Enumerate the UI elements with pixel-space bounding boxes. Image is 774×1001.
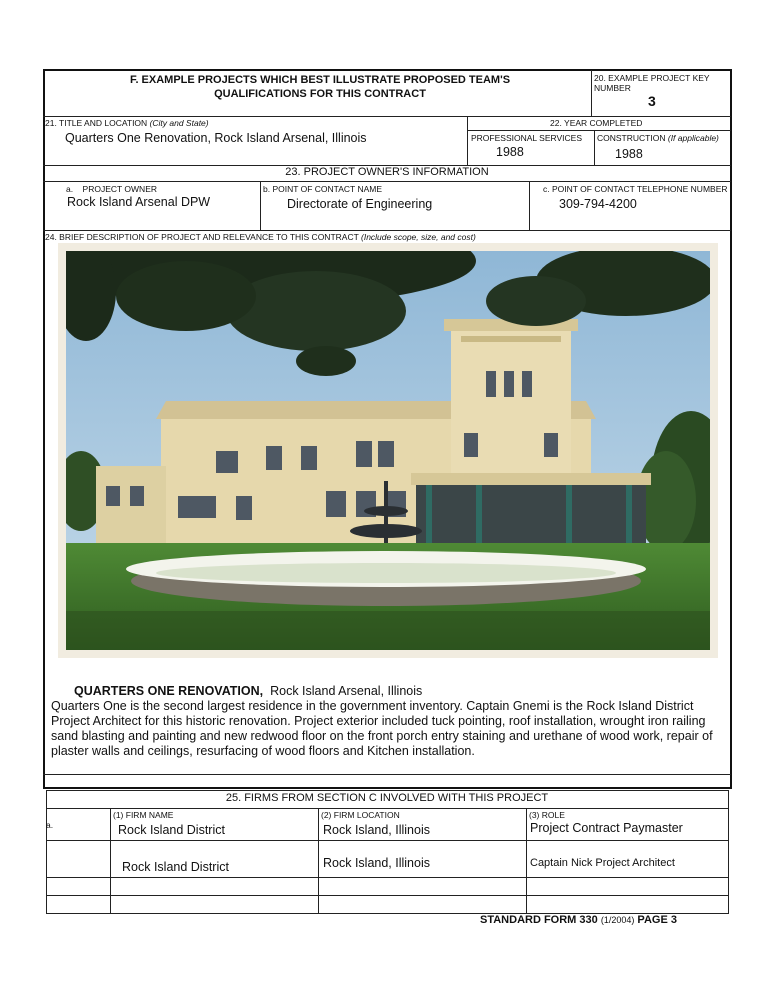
firm-name-1: Rock Island District xyxy=(118,823,225,837)
phone-value: 309-794-4200 xyxy=(559,197,637,211)
firm-role-1: Project Contract Paymaster xyxy=(530,821,683,835)
description-location: Rock Island Arsenal, Illinois xyxy=(270,684,423,698)
section-f-title: F. EXAMPLE PROJECTS WHICH BEST ILLUSTRATE PROPOSED TEAM'S QUALIFICATIONS FOR THIS CONTRACT xyxy=(129,74,511,100)
poc-label: b. POINT OF CONTACT NAME xyxy=(263,184,383,194)
construction-label: CONSTRUCTION (If applicable) xyxy=(597,133,719,143)
prof-services-year: 1988 xyxy=(496,145,524,159)
description-title: QUARTERS ONE RENOVATION, xyxy=(74,684,264,698)
poc-value: Directorate of Engineering xyxy=(287,197,433,211)
firm-location-label: (2) FIRM LOCATION xyxy=(321,810,400,820)
form-footer: STANDARD FORM 330 (1/2004) PAGE 3 xyxy=(480,914,677,926)
construction-year: 1988 xyxy=(615,147,643,161)
owner-info-header: 23. PROJECT OWNER'S INFORMATION xyxy=(285,166,489,178)
project-photo xyxy=(58,243,718,658)
phone-label: c. POINT OF CONTACT TELEPHONE NUMBER xyxy=(543,184,728,194)
owner-value: Rock Island Arsenal DPW xyxy=(67,195,211,209)
firm-name-2: Rock Island District xyxy=(122,860,229,874)
description-body: Quarters One is the second largest residence in the government inventory. Captain Gnemi is the Rock Island District Project Architect for this historic renovation. Project exterior included tuck pointing, roof installation, wrought iron railing sand blasting and painting and new redwood floor on the front porch entry staining and urethane of wood work, repair of plaster walls and ceilings, resurfacing of wood floors and Kitchen installation. xyxy=(51,699,713,758)
project-description xyxy=(51,684,727,759)
firm-role-2: Captain Nick Project Architect xyxy=(530,857,675,869)
firm-location-2: Rock Island, Illinois xyxy=(323,856,430,870)
photo-illustration xyxy=(66,251,710,650)
row-a-label: a. xyxy=(46,820,54,830)
owner-label: a. PROJECT OWNER xyxy=(66,184,158,194)
key-label: 20. EXAMPLE PROJECT KEY NUMBER xyxy=(594,73,710,93)
title-value: Quarters One Renovation, Rock Island Arsenal, Illinois xyxy=(65,131,367,145)
key-number: 3 xyxy=(648,93,656,109)
firms-header: 25. FIRMS FROM SECTION C INVOLVED WITH THIS PROJECT xyxy=(225,792,549,804)
year-label: 22. YEAR COMPLETED xyxy=(550,118,643,128)
description-label: 24. BRIEF DESCRIPTION OF PROJECT AND RELEVANCE TO THIS CONTRACT (Include scope, size, and cost) xyxy=(45,232,476,242)
prof-services-label: PROFESSIONAL SERVICES xyxy=(471,133,583,143)
title-label: 21. TITLE AND LOCATION (City and State) xyxy=(45,118,209,128)
firm-location-1: Rock Island, Illinois xyxy=(323,823,430,837)
firm-name-label: (1) FIRM NAME xyxy=(113,810,174,820)
role-label: (3) ROLE xyxy=(529,810,565,820)
